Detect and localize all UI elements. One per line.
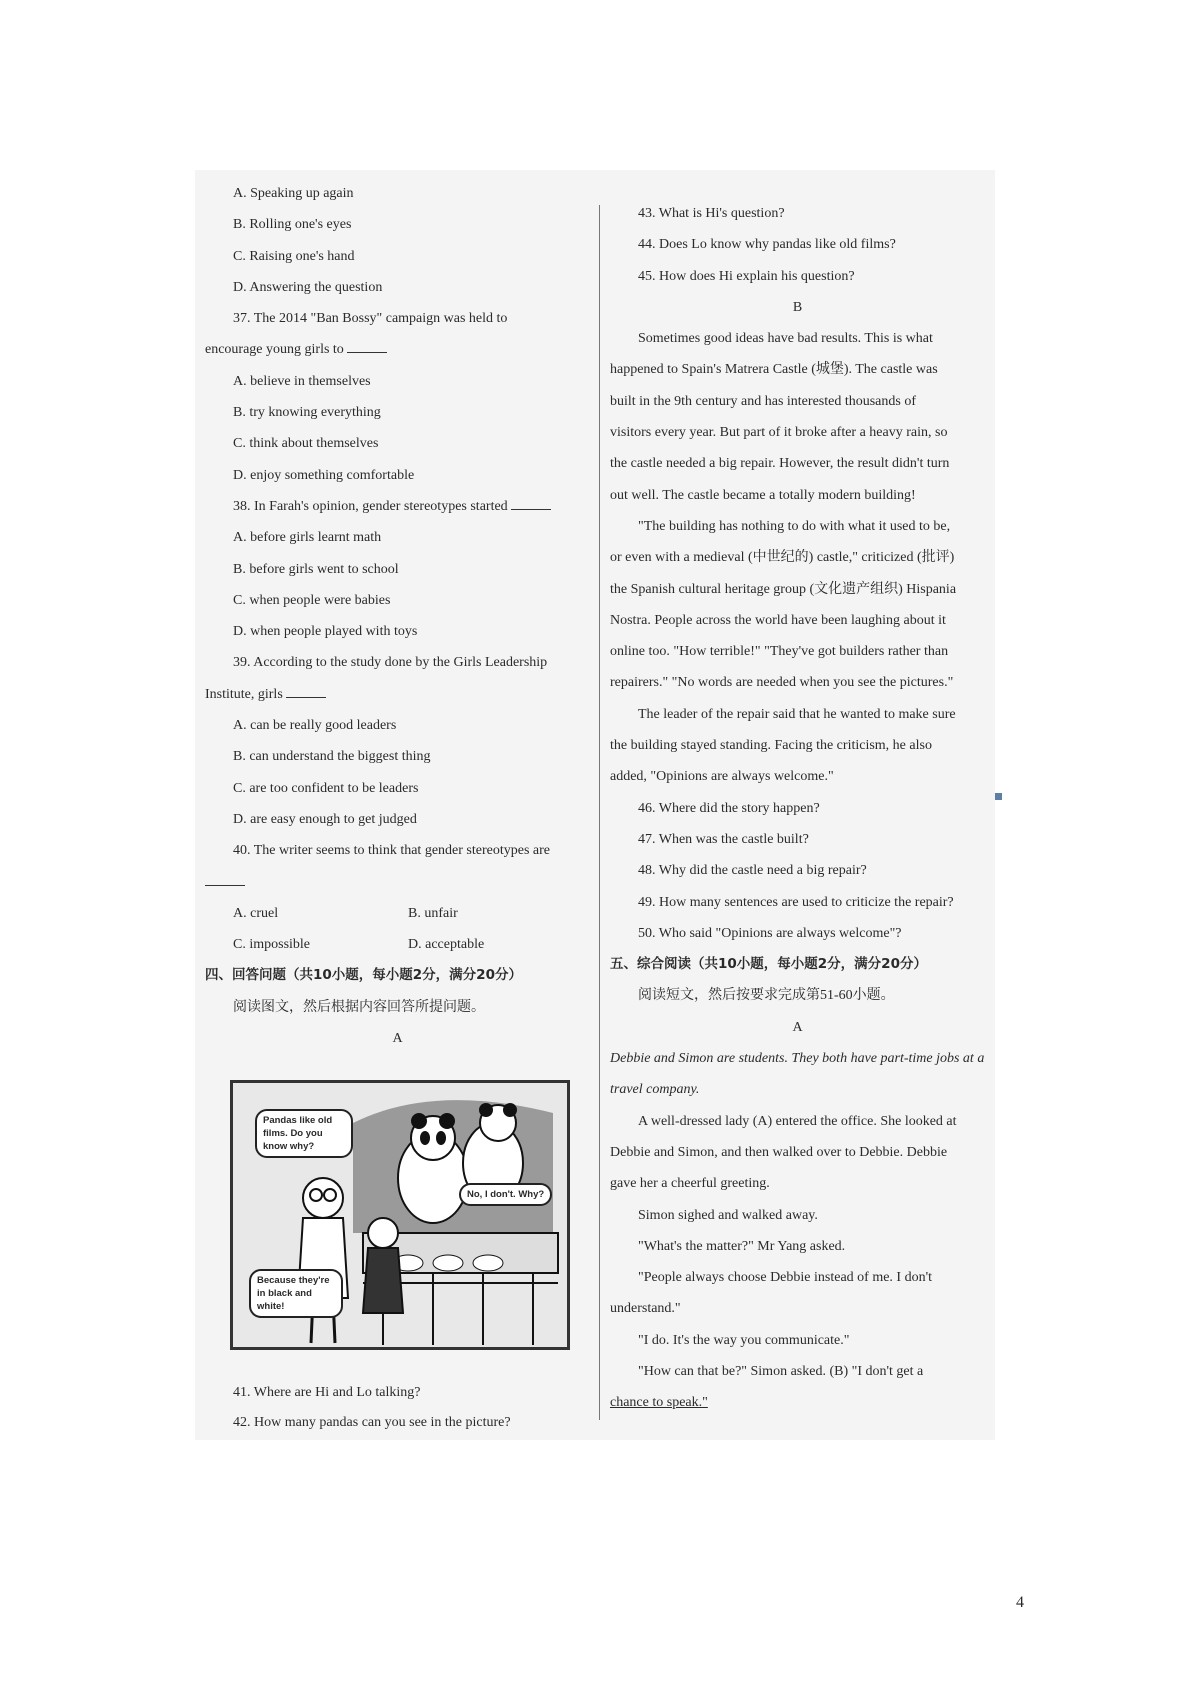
q40-blank-line bbox=[205, 867, 590, 898]
passage-a-line: "What's the matter?" Mr Yang asked. bbox=[638, 1238, 846, 1254]
part-b-label: B bbox=[792, 299, 803, 315]
question-42: 42. How many pandas can you see in the picture? bbox=[233, 1415, 511, 1430]
panda-comic-image bbox=[230, 1080, 570, 1350]
questions-41-42 bbox=[233, 1378, 511, 1438]
q38-option-b: B. before girls went to school bbox=[233, 561, 399, 577]
q37-stem: 37. The 2014 "Ban Bossy" campaign was held to bbox=[233, 311, 508, 327]
question-47: 47. When was the castle built? bbox=[638, 831, 809, 847]
passage-a-intro: Debbie and Simon are students. They both have part-time jobs at a bbox=[610, 1051, 985, 1067]
q36-option-c: C. Raising one's hand bbox=[233, 248, 355, 264]
q40-option-c: C. impossible bbox=[233, 937, 311, 953]
page-number: 4 bbox=[1016, 1594, 1024, 1611]
passage-b-line: or even with a medieval (中世纪的) castle," criticized (批评) bbox=[610, 550, 955, 566]
q37-option-d: D. enjoy something comfortable bbox=[233, 467, 415, 483]
passage-a-line: chance to speak." bbox=[610, 1395, 708, 1411]
passage-b-line: happened to Spain's Matrera Castle (城堡). The castle was bbox=[610, 362, 938, 378]
question-46: 46. Where did the story happen? bbox=[638, 800, 820, 816]
passage-b-line: repairers." "No words are needed when you see the pictures." bbox=[610, 675, 954, 691]
passage-a-line: gave her a cheerful greeting. bbox=[610, 1176, 770, 1192]
passage-b-line: online too. "How terrible!" "They've got builders rather than bbox=[610, 644, 949, 660]
passage-b-line: the castle needed a big repair. However, the result didn't turn bbox=[610, 456, 950, 472]
q40-option-b: B. unfair bbox=[408, 905, 458, 921]
answer-blank bbox=[511, 497, 551, 510]
passage-b-line: visitors every year. But part of it broke after a heavy rain, so bbox=[610, 425, 948, 441]
q39-option-d: D. are easy enough to get judged bbox=[233, 811, 417, 827]
q39-option-b: B. can understand the biggest thing bbox=[233, 749, 431, 765]
q40-options-row1 bbox=[205, 898, 590, 929]
q37-option-c: C. think about themselves bbox=[233, 436, 379, 452]
bubble-text: Because they're in black and white! bbox=[257, 1275, 330, 1312]
question-44: 44. Does Lo know why pandas like old films? bbox=[638, 237, 896, 253]
passage-a-intro: travel company. bbox=[610, 1082, 700, 1098]
q40-stem: 40. The writer seems to think that gender stereotypes are bbox=[233, 843, 550, 859]
q40-option-d: D. acceptable bbox=[408, 937, 485, 953]
q36-option-b: B. Rolling one's eyes bbox=[233, 217, 352, 233]
q40-options-row2 bbox=[205, 929, 590, 960]
passage-a-line: "People always choose Debbie instead of me. I don't bbox=[638, 1270, 932, 1286]
right-column bbox=[610, 198, 985, 1419]
passage-b-line: Sometimes good ideas have bad results. This is what bbox=[638, 331, 933, 347]
passage-b-line: Nostra. People across the world have been laughing about it bbox=[610, 612, 946, 628]
section5-title: 五、综合阅读（共10小题，每小题2分，满分20分） bbox=[610, 956, 927, 973]
question-41: 41. Where are Hi and Lo talking? bbox=[233, 1385, 421, 1400]
passage-a-line: Simon sighed and walked away. bbox=[638, 1207, 818, 1223]
blue-square-mark bbox=[995, 793, 1002, 800]
answer-blank bbox=[286, 685, 326, 698]
passage-b-line: the building stayed standing. Facing the criticism, he also bbox=[610, 738, 932, 754]
q39-option-c: C. are too confident to be leaders bbox=[233, 780, 419, 796]
speech-bubble-answer bbox=[249, 1269, 343, 1318]
section4-part-label: A bbox=[392, 1031, 403, 1047]
question-50: 50. Who said "Opinions are always welcome"? bbox=[638, 925, 902, 941]
question-45: 45. How does Hi explain his question? bbox=[638, 268, 855, 284]
answer-blank bbox=[347, 340, 387, 353]
part-a-label: A bbox=[792, 1019, 803, 1035]
answer-blank bbox=[205, 873, 245, 886]
bubble-text: Pandas like old films. Do you know why? bbox=[263, 1115, 333, 1152]
q37-option-a: A. believe in themselves bbox=[233, 373, 371, 389]
q38-option-d: D. when people played with toys bbox=[233, 624, 418, 640]
passage-b-line: "The building has nothing to do with what it used to be, bbox=[638, 518, 951, 534]
passage-b-line: the Spanish cultural heritage group (文化遗产组织) Hispania bbox=[610, 581, 957, 597]
passage-b-line: out well. The castle became a totally modern building! bbox=[610, 487, 916, 503]
bubble-text: No, I don't. Why? bbox=[467, 1189, 545, 1200]
question-48: 48. Why did the castle need a big repair? bbox=[638, 863, 867, 879]
q38-option-c: C. when people were babies bbox=[233, 592, 391, 608]
passage-a-line: "I do. It's the way you communicate." bbox=[638, 1332, 850, 1348]
section4-title: 四、回答问题（共10小题，每小题2分，满分20分） bbox=[205, 967, 522, 984]
question-49: 49. How many sentences are used to criticize the repair? bbox=[638, 894, 954, 910]
section5-instruction: 阅读短文，然后按要求完成第51-60小题。 bbox=[638, 988, 895, 1004]
question-43: 43. What is Hi's question? bbox=[638, 206, 785, 221]
q36-option-a: A. Speaking up again bbox=[233, 186, 354, 201]
passage-a-line: A well-dressed lady (A) entered the office. She looked at bbox=[638, 1113, 957, 1129]
column-divider bbox=[599, 205, 600, 1420]
speech-bubble-reply bbox=[459, 1183, 552, 1206]
passage-a-line: Debbie and Simon, and then walked over to Debbie. Debbie bbox=[610, 1144, 948, 1160]
passage-b-line: built in the 9th century and has interested thousands of bbox=[610, 393, 916, 409]
left-column bbox=[205, 178, 590, 1054]
q37-stem-cont: encourage young girls to bbox=[205, 334, 590, 365]
q38-stem: 38. In Farah's opinion, gender stereotypes started bbox=[205, 491, 590, 522]
section4-instruction: 阅读图文，然后根据内容回答所提问题。 bbox=[233, 999, 485, 1015]
q39-option-a: A. can be really good leaders bbox=[233, 718, 397, 734]
q38-option-a: A. before girls learnt math bbox=[233, 530, 382, 546]
speech-bubble-question bbox=[255, 1109, 353, 1158]
passage-a-line: "How can that be?" Simon asked. (B) "I don't get a bbox=[638, 1363, 924, 1379]
q37-option-b: B. try knowing everything bbox=[233, 405, 381, 421]
q39-stem-cont: Institute, girls bbox=[205, 679, 590, 710]
q39-stem: 39. According to the study done by the Girls Leadership bbox=[233, 655, 548, 671]
passage-b-line: The leader of the repair said that he wanted to make sure bbox=[638, 706, 956, 722]
passage-b-line: added, "Opinions are always welcome." bbox=[610, 769, 834, 785]
passage-a-line: understand." bbox=[610, 1301, 681, 1317]
q36-option-d: D. Answering the question bbox=[233, 279, 383, 295]
q40-option-a: A. cruel bbox=[233, 905, 279, 921]
